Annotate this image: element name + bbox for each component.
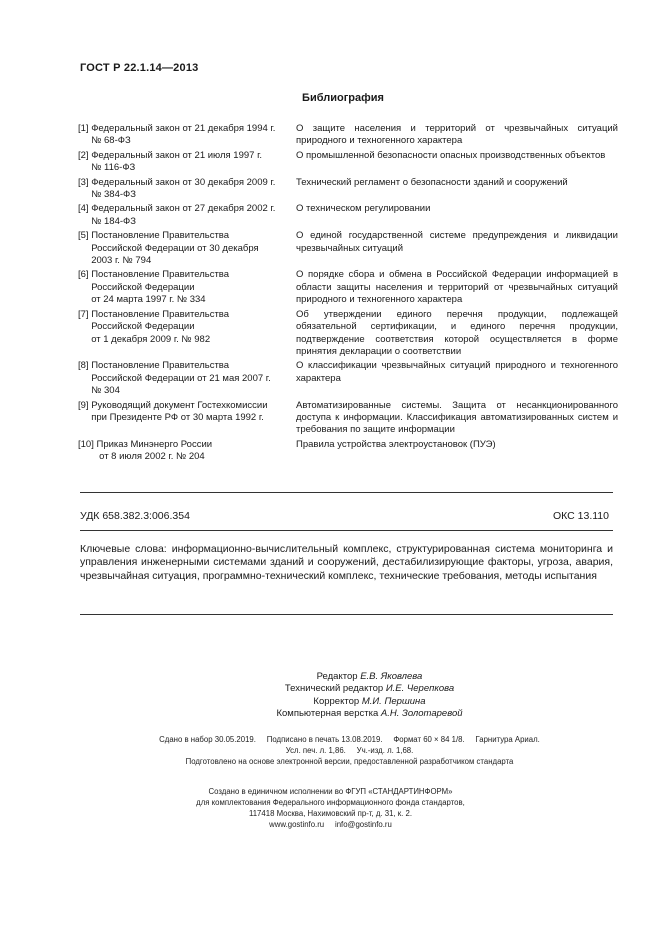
reference-line: Российской Федерации: [78, 321, 195, 333]
section-title: Библиография: [302, 92, 384, 104]
reference-line: [8] Постановление Правительства: [78, 360, 230, 372]
bibliography-reference: [78, 439, 296, 464]
publication-line: Усл. печ. л. 1,86. Уч.-изд. л. 1,68.: [285, 746, 414, 755]
staff-line: [78, 683, 661, 695]
reference-line: № 184-ФЗ: [78, 215, 137, 227]
reference-line: [1] Федеральный закон от 21 декабря 1994 г.: [78, 123, 276, 134]
reference-line: Российской Федерации от 30 декабря: [78, 242, 259, 254]
reference-line: [7] Постановление Правительства: [78, 308, 230, 320]
staff-credits: [0, 671, 661, 721]
divider-bottom: [80, 614, 613, 615]
publisher-line: 117418 Москва, Нахимовский пр-т, д. 31, к. 2.: [248, 809, 413, 818]
bibliography-item: [78, 203, 618, 228]
bibliography-item: [78, 439, 618, 464]
staff-role: Компьютерная верстка: [276, 708, 379, 720]
bibliography-reference: [78, 269, 296, 306]
staff-name: И.Е. Черепкова: [385, 683, 455, 695]
publication-line: Сдано в набор 30.05.2019. Подписано в печать 13.08.2019. Формат 60 × 84 1/8. Гарнитура Ариал.: [159, 735, 540, 744]
keywords: Ключевые слова: информационно-вычислительный комплекс, структурированная система мониторинга и управления инженерными системами зданий и сооружений, дестабилизирующие факторы, угроза, авария, чрезвычайная ситуация, программно-технический комплекс, технические требования, методы испытания: [80, 543, 613, 582]
staff-name: М.И. Першина: [361, 695, 426, 707]
reference-line: [4] Федеральный закон от 27 декабря 2002 г.: [78, 203, 276, 215]
bibliography-reference: [78, 230, 296, 267]
bibliography-description: О защите населения и территорий от чрезвычайных ситуаций природного и техногенного характера: [296, 123, 618, 147]
bibliography-list: [78, 123, 618, 466]
bibliography-reference: [78, 203, 296, 228]
udk-code: УДК 658.382.3:006.354: [80, 510, 190, 522]
standard-code: ГОСТ Р 22.1.14—2013: [80, 62, 199, 74]
bibliography-description: О техническом регулировании: [296, 203, 431, 215]
reference-line: от 8 июля 2002 г. № 204: [78, 451, 205, 463]
publication-info: [0, 734, 661, 767]
bibliography-item: [78, 269, 618, 306]
bibliography-item: [78, 230, 618, 267]
reference-line: [3] Федеральный закон от 30 декабря 2009 г.: [78, 176, 276, 188]
staff-role: Технический редактор: [284, 683, 384, 695]
staff-role: Корректор: [313, 695, 360, 707]
bibliography-description: О промышленной безопасности опасных производственных объектов: [296, 149, 606, 161]
bibliography-reference: [78, 177, 296, 202]
reference-line: [2] Федеральный закон от 21 июля 1997 г.: [78, 149, 263, 161]
publisher-info: [0, 786, 661, 830]
reference-line: Российской Федерации от 21 мая 2007 г.: [78, 372, 271, 384]
staff-line: [78, 671, 661, 683]
staff-name: Е.В. Яковлева: [360, 671, 423, 682]
bibliography-description: Правила устройства электроустановок (ПУЭ): [296, 438, 496, 450]
reference-line: [9] Руководящий документ Гостехкомиссии: [78, 399, 268, 411]
divider-top: [80, 492, 613, 493]
bibliography-item: [78, 360, 618, 397]
staff-name: А.Н. Золотаревой: [380, 708, 463, 720]
bibliography-reference: [78, 400, 296, 437]
bibliography-reference: [78, 123, 296, 148]
bibliography-description: Автоматизированные системы. Защита от несанкционированного доступа к информации. Классификация автоматизированных систем и требования по защите информации: [296, 399, 618, 436]
bibliography-item: [78, 150, 618, 175]
reference-line: [6] Постановление Правительства: [78, 269, 230, 281]
staff-role: Редактор: [316, 671, 358, 682]
publication-line: Подготовлено на основе электронной версии, предоставленной разработчиком стандарта: [185, 757, 514, 766]
reference-line: 2003 г. № 794: [78, 255, 152, 267]
reference-line: № 116-ФЗ: [78, 162, 136, 174]
bibliography-item: [78, 400, 618, 437]
reference-line: от 24 марта 1997 г. № 334: [78, 294, 206, 306]
reference-line: № 384-ФЗ: [78, 189, 137, 201]
reference-line: [5] Постановление Правительства: [78, 230, 230, 242]
bibliography-description: О классификации чрезвычайных ситуаций природного и техногенного характера: [296, 360, 618, 384]
staff-line: [78, 708, 661, 720]
bibliography-item: [78, 177, 618, 202]
reference-line: от 1 декабря 2009 г. № 982: [78, 333, 211, 345]
publisher-line: www.gostinfo.ru info@gostinfo.ru: [269, 820, 392, 829]
reference-line: Российской Федерации: [78, 281, 195, 293]
reference-line: при Президенте РФ от 30 марта 1992 г.: [78, 411, 264, 423]
bibliography-description: О единой государственной системе предупреждения и ликвидации чрезвычайных ситуаций: [296, 230, 618, 254]
bibliography-description: О порядке сбора и обмена в Российской Федерации информацией в области защиты населения и территорий от чрезвычайных ситуаций природного и техногенного характера: [296, 269, 618, 306]
oks-code: ОКС 13.110: [552, 510, 609, 522]
publisher-line: для комплектования Федерального информационного фонда стандартов,: [196, 798, 465, 807]
bibliography-reference: [78, 360, 296, 397]
bibliography-description: Об утверждении единого перечня продукции, подлежащей обязательной сертификации, и единого перечня продукции, подтверждение соответствия которой осуществляется в форме принятия декларации о соответствии: [296, 308, 618, 357]
bibliography-item: [78, 123, 618, 148]
divider-middle: [80, 530, 613, 531]
staff-line: [78, 696, 661, 708]
bibliography-reference: [78, 150, 296, 175]
reference-line: № 68-ФЗ: [78, 135, 131, 147]
reference-line: [10] Приказ Минэнерго России: [78, 438, 213, 450]
reference-line: № 304: [78, 385, 120, 397]
bibliography-description: Технический регламент о безопасности зданий и сооружений: [296, 176, 568, 188]
publisher-line: Создано в единичном исполнении во ФГУП «СТАНДАРТИНФОРМ»: [208, 787, 453, 796]
bibliography-reference: [78, 309, 296, 359]
bibliography-item: [78, 309, 618, 359]
